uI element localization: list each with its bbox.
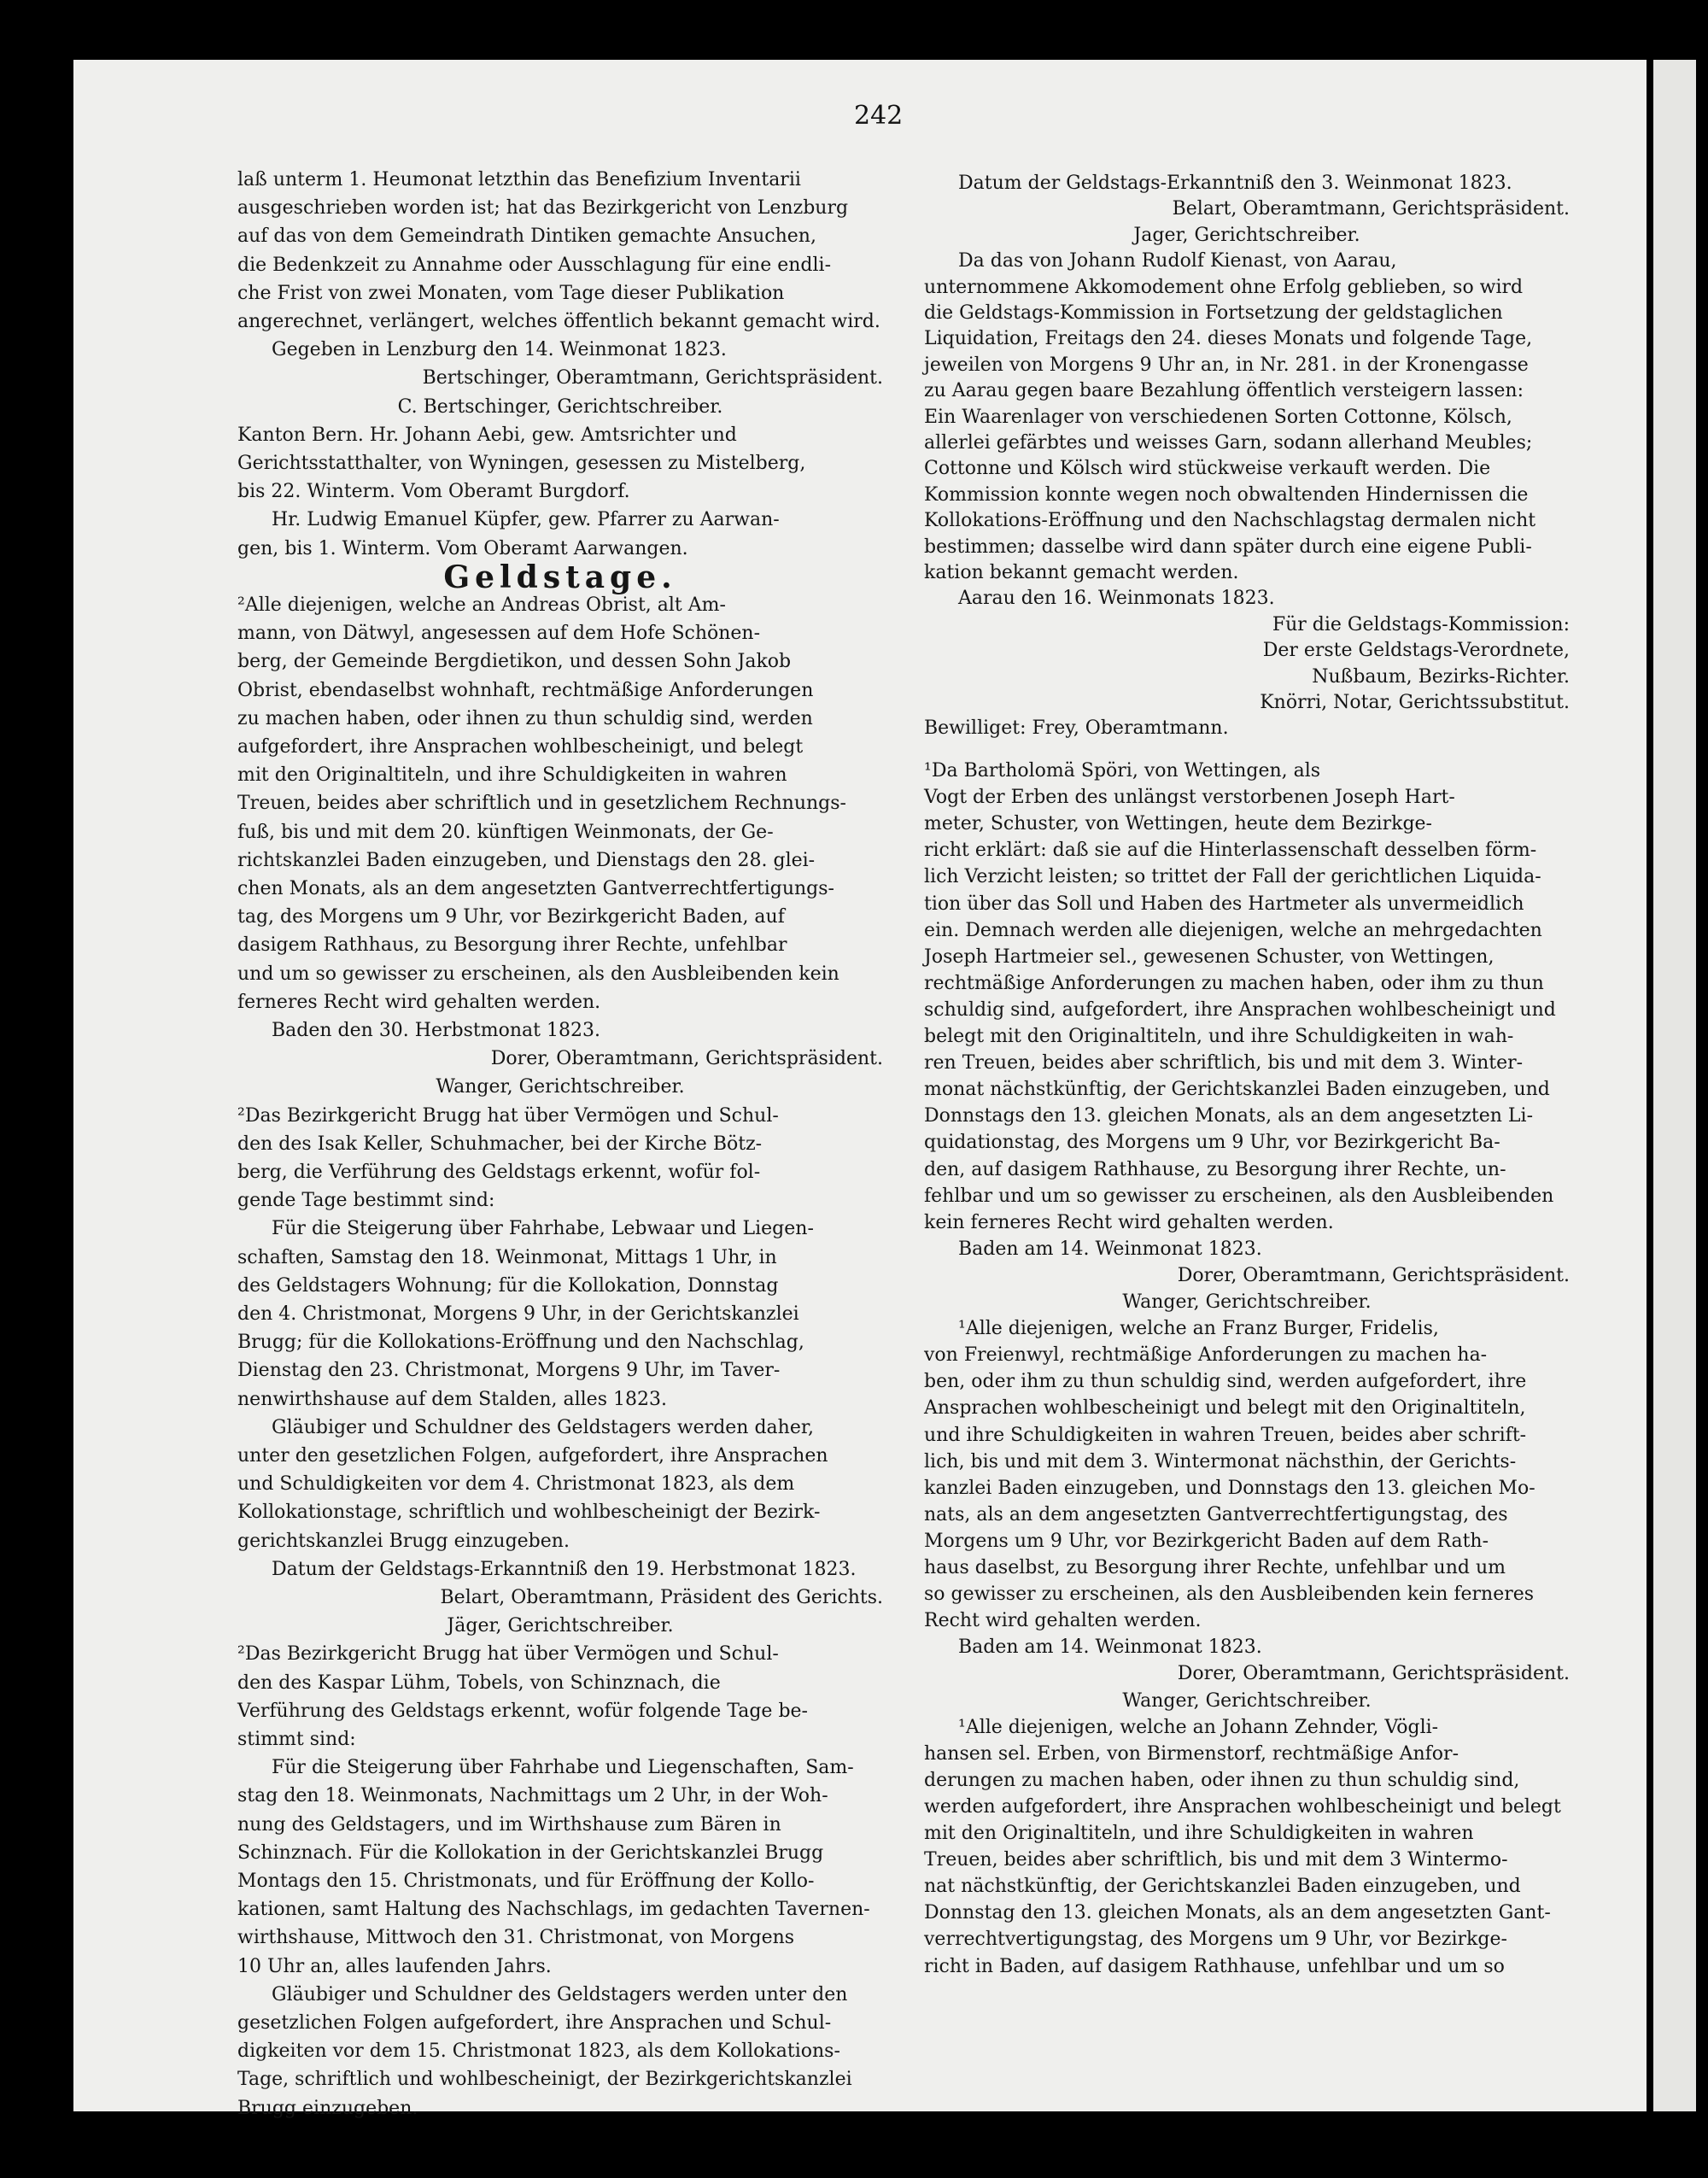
text-line: Kommission konnte wegen noch obwaltenden Hindernissen die bbox=[924, 483, 1529, 506]
text-line: berg, der Gemeinde Bergdietikon, und dessen Sohn Jakob bbox=[237, 651, 792, 673]
text-line: Morgens um 9 Uhr, vor Bezirkgericht Baden auf dem Rath- bbox=[924, 1530, 1489, 1552]
text-line: Jager, Gerichtschreiber. bbox=[1133, 224, 1360, 246]
text-line: Baden am 14. Weinmonat 1823. bbox=[958, 1238, 1262, 1260]
text-line: laß unterm 1. Heumonat letzthin das Benefizium Inventarii bbox=[237, 169, 801, 190]
text-line: kein ferneres Recht wird gehalten werden. bbox=[924, 1211, 1334, 1233]
text-line: Knörri, Notar, Gerichtssubstitut. bbox=[1260, 692, 1570, 713]
text-line: und ihre Schuldigkeiten in wahren Treuen, beides aber schrift- bbox=[924, 1424, 1527, 1446]
text-line: bis 22. Winterm. Vom Oberamt Burgdorf. bbox=[237, 481, 630, 503]
text-line: quidationstag, des Morgens um 9 Uhr, vor Bezirkgericht Ba- bbox=[924, 1132, 1500, 1154]
text-line: den 4. Christmonat, Morgens 9 Uhr, in der Gerichtskanzlei bbox=[237, 1303, 799, 1325]
adjacent-page-edge bbox=[1653, 60, 1696, 2111]
text-line: und um so gewisser zu erscheinen, als den Ausbleibenden kein bbox=[237, 963, 839, 985]
text-line: Datum der Geldstags-Erkanntniß den 19. Herbstmonat 1823. bbox=[272, 1558, 857, 1580]
text-line: nats, als an dem angesetzten Gantverrechtfertigungstag, des bbox=[924, 1503, 1508, 1525]
text-line: aufgefordert, ihre Ansprachen wohlbescheinigt, und belegt bbox=[237, 736, 804, 758]
text-line: Baden den 30. Herbstmonat 1823. bbox=[272, 1020, 600, 1041]
text-line: Dorer, Oberamtmann, Gerichtspräsident. bbox=[1177, 1264, 1570, 1286]
text-line: mit den Originaltiteln, und ihre Schuldigkeiten in wahren bbox=[924, 1823, 1474, 1844]
text-line: Jäger, Gerichtschreiber. bbox=[447, 1615, 674, 1637]
text-line: dasigem Rathhaus, zu Besorgung ihrer Rechte, unfehlbar bbox=[237, 934, 787, 957]
text-line: Gläubiger und Schuldner des Geldstagers werden daher, bbox=[272, 1416, 814, 1438]
text-line: zu machen haben, oder ihnen zu thun schuldig sind, werden bbox=[237, 707, 813, 729]
text-line: und Schuldigkeiten vor dem 4. Christmonat 1823, als dem bbox=[237, 1473, 795, 1496]
text-line: Kollokations-Eröffnung und den Nachschlagstag dermalen nicht bbox=[924, 510, 1536, 532]
text-line: monat nächstkünftig, der Gerichtskanzlei Baden einzugeben, und bbox=[924, 1079, 1550, 1101]
text-line: ausgeschrieben worden ist; hat das Bezirkgericht von Lenzburg bbox=[237, 197, 849, 220]
text-line: Bewilliget: Frey, Oberamtmann. bbox=[924, 717, 1229, 740]
text-line: Kollokationstage, schriftlich und wohlbescheinigt der Bezirk- bbox=[237, 1502, 821, 1524]
text-line: so gewisser zu erscheinen, als den Ausbleibenden kein ferneres bbox=[924, 1584, 1535, 1606]
text-line: kanzlei Baden einzugeben, und Donnstags den 13. gleichen Mo- bbox=[924, 1477, 1535, 1499]
text-line: Wanger, Gerichtschreiber. bbox=[436, 1076, 685, 1098]
text-line: Dienstag den 23. Christmonat, Morgens 9 Uhr, im Taver- bbox=[237, 1360, 781, 1382]
text-line: Wanger, Gerichtschreiber. bbox=[1122, 1689, 1372, 1712]
text-line: meter, Schuster, von Wettingen, heute dem Bezirkge- bbox=[924, 813, 1432, 835]
text-line: Brugg; für die Kollokations-Eröffnung und den Nachschlag, bbox=[237, 1332, 804, 1354]
text-line: allerlei gefärbtes und weisses Garn, sodann allerhand Meubles; bbox=[924, 432, 1533, 454]
text-line: Ansprachen wohlbescheinigt und belegt mit den Originaltiteln, bbox=[924, 1397, 1526, 1420]
text-line: richt erklärt: daß sie auf die Hinterlassenschaft desselben förm- bbox=[924, 840, 1537, 862]
text-line: fuß, bis und mit dem 20. künftigen Weinmonats, der Ge- bbox=[237, 821, 774, 843]
text-line: Bertschinger, Oberamtmann, Gerichtspräsident. bbox=[422, 367, 883, 389]
text-line: che Frist von zwei Monaten, vom Tage dieser Publikation bbox=[237, 282, 785, 304]
text-line: Aarau den 16. Weinmonats 1823. bbox=[958, 588, 1275, 610]
text-line: Montags den 15. Christmonats, und für Eröffnung der Kollo- bbox=[237, 1871, 815, 1892]
text-line: richt in Baden, auf dasigem Rathhause, unfehlbar und um so bbox=[924, 1955, 1505, 1977]
text-line: Gegeben in Lenzburg den 14. Weinmonat 1823. bbox=[272, 339, 727, 361]
text-line: Treuen, beides aber schriftlich und in gesetzlichem Rechnungs- bbox=[237, 793, 846, 815]
text-line: chen Monats, als an dem angesetzten Gantverrechtfertigungs- bbox=[237, 878, 834, 899]
text-line: C. Bertschinger, Gerichtschreiber. bbox=[397, 395, 723, 418]
text-line: Verführung des Geldstags erkennt, wofür folgende Tage be- bbox=[237, 1700, 808, 1722]
text-line: verrechtvertigungstag, des Morgens um 9 Uhr, vor Bezirkge- bbox=[924, 1929, 1507, 1951]
text-line: Für die Geldstags-Kommission: bbox=[1272, 613, 1570, 635]
text-line: von Freienwyl, rechtmäßige Anforderungen zu machen ha- bbox=[924, 1344, 1488, 1367]
text-line: rechtmäßige Anforderungen zu machen haben, oder ihm zu thun bbox=[924, 972, 1544, 994]
text-line: unter den gesetzlichen Folgen, aufgefordert, ihre Ansprachen bbox=[237, 1445, 828, 1467]
text-line: Ein Waarenlager von verschiedenen Sorten Cottonne, Kölsch, bbox=[924, 406, 1512, 428]
text-line: gende Tage bestimmt sind: bbox=[237, 1190, 495, 1212]
text-line: belegt mit den Originaltiteln, und ihre Schuldigkeiten in wah- bbox=[924, 1026, 1514, 1047]
text-line: nung des Geldstagers, und im Wirthshause zum Bären in bbox=[237, 1813, 781, 1835]
text-line: werden aufgefordert, ihre Ansprachen wohlbescheinigt und belegt bbox=[924, 1795, 1561, 1818]
text-line: ¹Alle diejenigen, welche an Franz Burger, Fridelis, bbox=[958, 1318, 1439, 1340]
text-line: den des Kaspar Lühm, Tobels, von Schinznach, die bbox=[237, 1672, 721, 1694]
page-number: 242 bbox=[854, 101, 904, 131]
text-line: schaften, Samstag den 18. Weinmonat, Mittags 1 Uhr, in bbox=[237, 1246, 777, 1268]
text-line: ein. Demnach werden alle diejenigen, welche an mehrgedachten bbox=[924, 919, 1542, 941]
text-line: Gläubiger und Schuldner des Geldstagers werden unter den bbox=[272, 1983, 848, 2005]
text-line: Datum der Geldstags-Erkanntniß den 3. Weinmonat 1823. bbox=[958, 173, 1512, 194]
text-line: berg, die Verführung des Geldstags erkennt, wofür fol- bbox=[237, 1162, 761, 1183]
text-line: die Geldstags-Kommission in Fortsetzung der geldstaglichen bbox=[924, 302, 1503, 324]
text-line: mit den Originaltiteln, und ihre Schuldigkeiten in wahren bbox=[237, 764, 787, 787]
text-line: Donnstag den 13. gleichen Monats, als an dem angesetzten Gant- bbox=[924, 1902, 1551, 1924]
text-line: kation bekannt gemacht werden. bbox=[924, 562, 1239, 583]
text-line: mann, von Dätwyl, angesessen auf dem Hofe Schönen- bbox=[237, 623, 761, 645]
text-line: hansen sel. Erben, von Birmenstorf, rechtmäßige Anfor- bbox=[924, 1742, 1459, 1765]
text-line: Baden am 14. Weinmonat 1823. bbox=[958, 1636, 1262, 1659]
text-line: die Bedenkzeit zu Annahme oder Ausschlagung für eine endli- bbox=[237, 254, 832, 276]
text-line: lich Verzicht leisten; so trittet der Fall der gerichtlichen Liquida- bbox=[924, 866, 1541, 888]
text-line: Für die Steigerung über Fahrhabe und Liegenschaften, Sam- bbox=[272, 1757, 854, 1779]
text-line: Nußbaum, Bezirks-Richter. bbox=[1312, 665, 1570, 688]
text-line: Wanger, Gerichtschreiber. bbox=[1122, 1291, 1372, 1313]
text-line: Da das von Johann Rudolf Kienast, von Aarau, bbox=[958, 250, 1397, 272]
text-line: schuldig sind, aufgefordert, ihre Ansprachen wohlbescheinigt und bbox=[924, 998, 1556, 1021]
text-line: ²Das Bezirkgericht Brugg hat über Vermögen und Schul- bbox=[237, 1104, 779, 1127]
text-line: richtskanzlei Baden einzugeben, und Dienstags den 28. glei- bbox=[237, 849, 816, 871]
text-line: Belart, Oberamtmann, Präsident des Gerichts. bbox=[440, 1587, 883, 1608]
text-line: Joseph Hartmeier sel., gewesenen Schuster, von Wettingen, bbox=[924, 946, 1494, 968]
text-line: Treuen, beides aber schriftlich, bis und mit dem 3 Wintermo- bbox=[924, 1849, 1508, 1871]
text-line: stag den 18. Weinmonats, Nachmittags um 2 Uhr, in der Woh- bbox=[237, 1785, 828, 1807]
text-line: nenwirthshause auf dem Stalden, alles 1823. bbox=[237, 1388, 667, 1410]
text-line: tion über das Soll und Haben des Hartmeter als unvermeidlich bbox=[924, 893, 1524, 915]
text-line: ¹Alle diejenigen, welche an Johann Zehnder, Vögli- bbox=[958, 1716, 1439, 1738]
text-line: Donnstags den 13. gleichen Monats, als an dem angesetzten Li- bbox=[924, 1105, 1534, 1127]
text-line: nat nächstkünftig, der Gerichtskanzlei Baden einzugeben, und bbox=[924, 1876, 1521, 1898]
text-line: fehlbar und um so gewisser zu erscheinen, als den Ausbleibenden bbox=[924, 1185, 1554, 1207]
text-line: gerichtskanzlei Brugg einzugeben. bbox=[237, 1530, 570, 1552]
text-line: angerechnet, verlängert, welches öffentlich bekannt gemacht wird. bbox=[237, 311, 880, 332]
text-line: ²Alle diejenigen, welche an Andreas Obrist, alt Am- bbox=[237, 594, 726, 616]
text-line: 10 Uhr an, alles laufenden Jahrs. bbox=[237, 1955, 552, 1977]
text-line: jeweilen von Morgens 9 Uhr an, in Nr. 281. in der Kronengasse bbox=[924, 354, 1529, 376]
text-line: Brugg einzugeben. bbox=[237, 2097, 418, 2119]
text-line: ren Treuen, beides aber schriftlich, bis und mit dem 3. Winter- bbox=[924, 1052, 1524, 1074]
text-line: Schinznach. Für die Kollokation in der Gerichtskanzlei Brugg bbox=[237, 1841, 824, 1864]
text-line: den, auf dasigem Rathhause, zu Besorgung ihrer Rechte, un- bbox=[924, 1158, 1506, 1180]
text-line: Liquidation, Freitags den 24. dieses Monats und folgende Tage, bbox=[924, 328, 1533, 350]
text-line: wirthshause, Mittwoch den 31. Christmonat, von Morgens bbox=[237, 1927, 795, 1949]
text-line: ¹Da Bartholomä Spöri, von Wettingen, als bbox=[924, 760, 1321, 782]
text-line: den des Isak Keller, Schuhmacher, bei der Kirche Bötz- bbox=[237, 1133, 763, 1155]
text-line: auf das von dem Gemeindrath Dintiken gemachte Ansuchen, bbox=[237, 225, 816, 248]
text-line: gesetzlichen Folgen aufgefordert, ihre Ansprachen und Schul- bbox=[237, 2012, 832, 2034]
text-line: Obrist, ebendaselbst wohnhaft, rechtmäßige Anforderungen bbox=[237, 679, 814, 701]
text-line: Tage, schriftlich und wohlbescheinigt, der Bezirkgerichtskanzlei bbox=[237, 2069, 852, 2091]
text-line: kationen, samt Haltung des Nachschlags, im gedachten Tavernen- bbox=[237, 1899, 870, 1921]
text-line: Kanton Bern. Hr. Johann Aebi, gew. Amtsrichter und bbox=[237, 424, 737, 446]
text-line: Dorer, Oberamtmann, Gerichtspräsident. bbox=[1177, 1663, 1570, 1685]
text-line: tag, des Morgens um 9 Uhr, vor Bezirkgericht Baden, auf bbox=[237, 906, 785, 928]
text-line: Der erste Geldstags-Verordnete, bbox=[1262, 640, 1570, 662]
text-line: lich, bis und mit dem 3. Wintermonat nächsthin, der Gerichts- bbox=[924, 1450, 1517, 1472]
text-line: bestimmen; dasselbe wird dann später durch eine eigene Publi- bbox=[924, 536, 1532, 558]
text-line: des Geldstagers Wohnung; für die Kollokation, Donnstag bbox=[237, 1274, 779, 1297]
text-line: Belart, Oberamtmann, Gerichtspräsident. bbox=[1172, 198, 1570, 220]
text-line: ²Das Bezirkgericht Brugg hat über Vermögen und Schul- bbox=[237, 1643, 779, 1666]
text-line: gen, bis 1. Winterm. Vom Oberamt Aarwangen. bbox=[237, 537, 688, 559]
text-line: haus daselbst, zu Besorgung ihrer Rechte, unfehlbar und um bbox=[924, 1557, 1506, 1578]
text-line: digkeiten vor dem 15. Christmonat 1823, als dem Kollokations- bbox=[237, 2040, 840, 2063]
section-heading: Geldstage. bbox=[443, 559, 677, 595]
text-line: unternommene Akkomodement ohne Erfolg geblieben, so wird bbox=[924, 276, 1524, 298]
text-line: Recht wird gehalten werden. bbox=[924, 1610, 1202, 1632]
text-line: Für die Steigerung über Fahrhabe, Lebwaar und Liegen- bbox=[272, 1218, 814, 1240]
text-line: Vogt der Erben des unlängst verstorbenen Joseph Hart- bbox=[924, 787, 1455, 809]
text-line: stimmt sind: bbox=[237, 1729, 356, 1750]
text-line: Dorer, Oberamtmann, Gerichtspräsident. bbox=[490, 1048, 883, 1070]
text-line: Hr. Ludwig Emanuel Küpfer, gew. Pfarrer zu Aarwan- bbox=[272, 509, 780, 531]
text-line: Gerichtsstatthalter, von Wyningen, gesessen zu Mistelberg, bbox=[237, 453, 806, 474]
text-line: Cottonne und Kölsch wird stückweise verkauft werden. Die bbox=[924, 458, 1491, 480]
text-line: zu Aarau gegen baare Bezahlung öffentlich versteigern lassen: bbox=[924, 380, 1524, 402]
text-line: ferneres Recht wird gehalten werden. bbox=[237, 991, 601, 1013]
text-line: ben, oder ihm zu thun schuldig sind, werden aufgefordert, ihre bbox=[924, 1371, 1527, 1393]
text-line: derungen zu machen haben, oder ihnen zu thun schuldig sind, bbox=[924, 1769, 1520, 1791]
